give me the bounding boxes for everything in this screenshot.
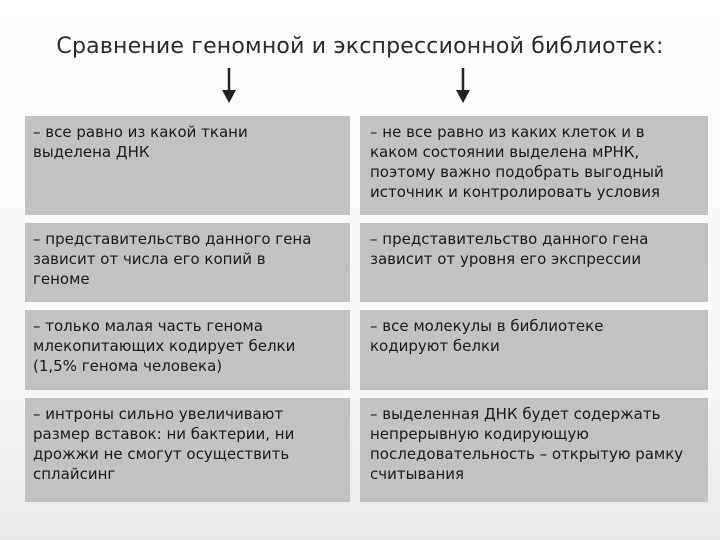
- genomic-cell: – представительство данного гена зависит от числа его копий в геноме: [25, 223, 350, 302]
- slide-title: Сравнение геномной и экспрессионной библиотек:: [56, 34, 664, 59]
- expression-cell: – не все равно из каких клеток и в каком состоянии выделена мРНК, поэтому важно подобрать выгодный источник и контролировать условия: [360, 116, 708, 215]
- genomic-cell: – все равно из какой ткани выделена ДНК: [25, 116, 350, 215]
- genomic-cell: – только малая часть генома млекопитающих кодирует белки (1,5% генома человека): [25, 310, 350, 390]
- expression-cell: – выделенная ДНК будет содержать непрерывную кодирующую последовательность – открытую рамку считывания: [360, 398, 708, 502]
- genomic-cell: – интроны сильно увеличивают размер вставок: ни бактерии, ни дрожжи не смогут осуществить сплайсинг: [25, 398, 350, 502]
- expression-cell: – все молекулы в библиотеке кодируют белки: [360, 310, 708, 390]
- comparison-table: [25, 116, 708, 494]
- arrow-down-icon: [453, 68, 473, 104]
- arrow-down-icon: [219, 68, 239, 104]
- expression-cell: – представительство данного гена зависит от уровня его экспрессии: [360, 223, 708, 302]
